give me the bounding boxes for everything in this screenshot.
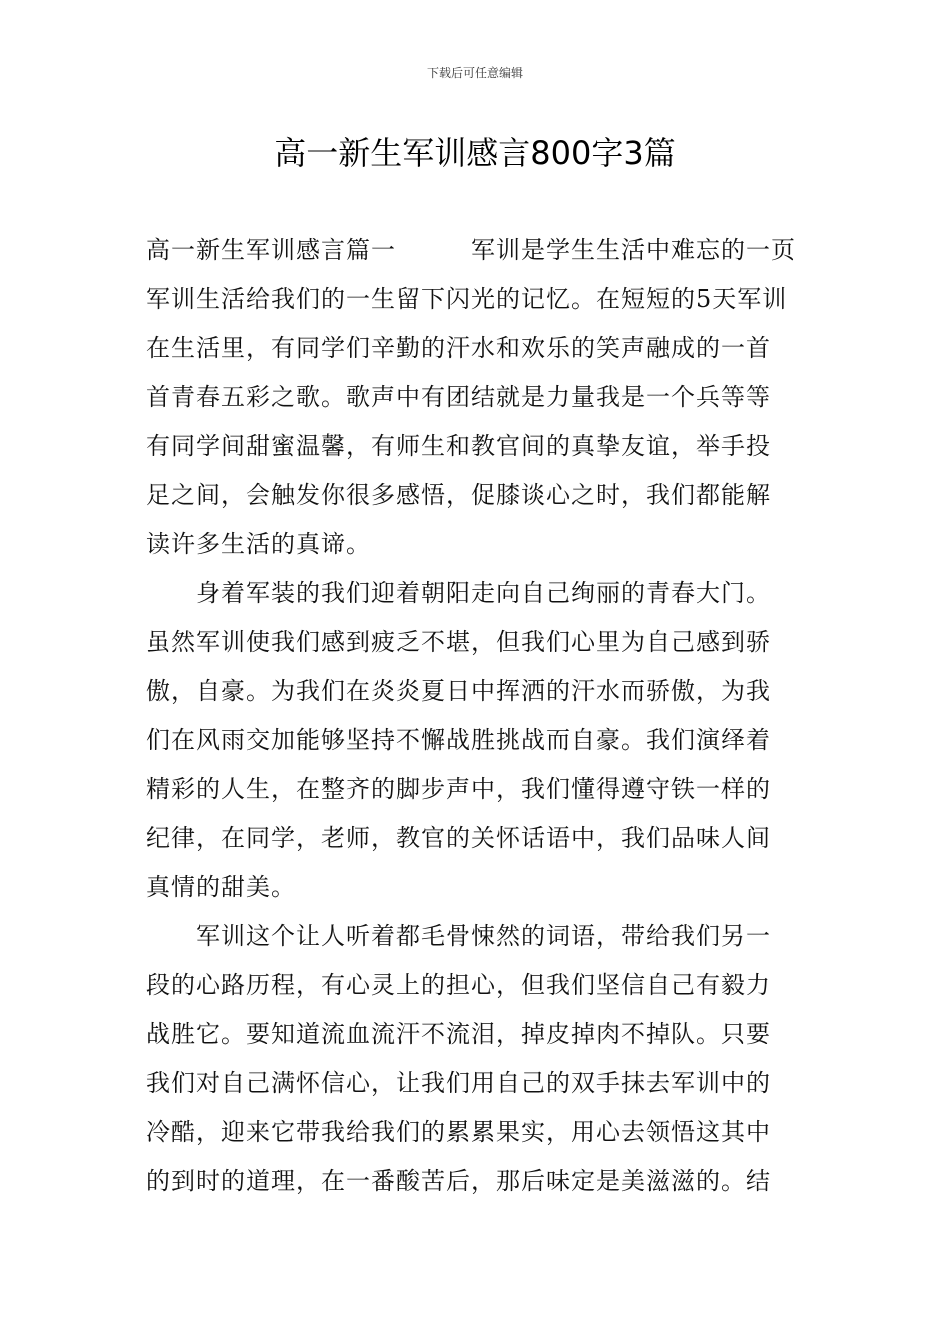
text-line: 的到时的道理，在一番酸苦后，那后味定是美滋滋的。结 bbox=[146, 1167, 771, 1195]
text-line: 冷酷，迎来它带我给我们的累累果实，用心去领悟这其中 bbox=[146, 1118, 771, 1146]
paragraph-2 bbox=[146, 569, 806, 912]
text-line: 在生活里，有同学们辛勤的汗水和欢乐的笑声融成的一首 bbox=[146, 334, 771, 362]
text-line: 傲，自豪。为我们在炎炎夏日中挥洒的汗水而骄傲，为我 bbox=[146, 677, 771, 705]
document-body bbox=[146, 226, 806, 1206]
text-line: 身着军装的我们迎着朝阳走向自己绚丽的青春大门。 bbox=[196, 579, 771, 607]
text-line: 军训生活给我们的一生留下闪光的记忆。在短短的5天军训 bbox=[146, 285, 788, 313]
text-line: 首青春五彩之歌。歌声中有团结就是力量我是一个兵等等 bbox=[146, 383, 771, 411]
text-line: 高一新生军训感言篇一 军训是学生生活中难忘的一页 bbox=[146, 236, 796, 264]
text-line: 读许多生活的真谛。 bbox=[146, 530, 371, 558]
text-line: 我们对自己满怀信心，让我们用自己的双手抹去军训中的 bbox=[146, 1069, 771, 1097]
text-line: 真情的甜美。 bbox=[146, 873, 296, 901]
text-line: 足之间，会触发你很多感悟，促膝谈心之时，我们都能解 bbox=[146, 481, 771, 509]
text-line: 有同学间甜蜜温馨，有师生和教官间的真挚友谊，举手投 bbox=[146, 432, 771, 460]
text-line: 战胜它。要知道流血流汗不流泪，掉皮掉肉不掉队。只要 bbox=[146, 1020, 771, 1048]
paragraph-1 bbox=[146, 226, 806, 569]
document-title: 高一新生军训感言800字3篇 bbox=[274, 134, 676, 172]
text-line: 精彩的人生，在整齐的脚步声中，我们懂得遵守铁一样的 bbox=[146, 775, 771, 803]
text-line: 段的心路历程，有心灵上的担心，但我们坚信自己有毅力 bbox=[146, 971, 771, 999]
paragraph-3 bbox=[146, 912, 806, 1206]
text-line: 军训这个让人听着都毛骨悚然的词语，带给我们另一 bbox=[196, 922, 771, 950]
text-line: 虽然军训使我们感到疲乏不堪，但我们心里为自己感到骄 bbox=[146, 628, 771, 656]
header-note: 下载后可任意编辑 bbox=[426, 66, 523, 80]
text-line: 纪律，在同学，老师，教官的关怀话语中，我们品味人间 bbox=[146, 824, 771, 852]
text-line: 们在风雨交加能够坚持不懈战胜挑战而自豪。我们演绎着 bbox=[146, 726, 771, 754]
